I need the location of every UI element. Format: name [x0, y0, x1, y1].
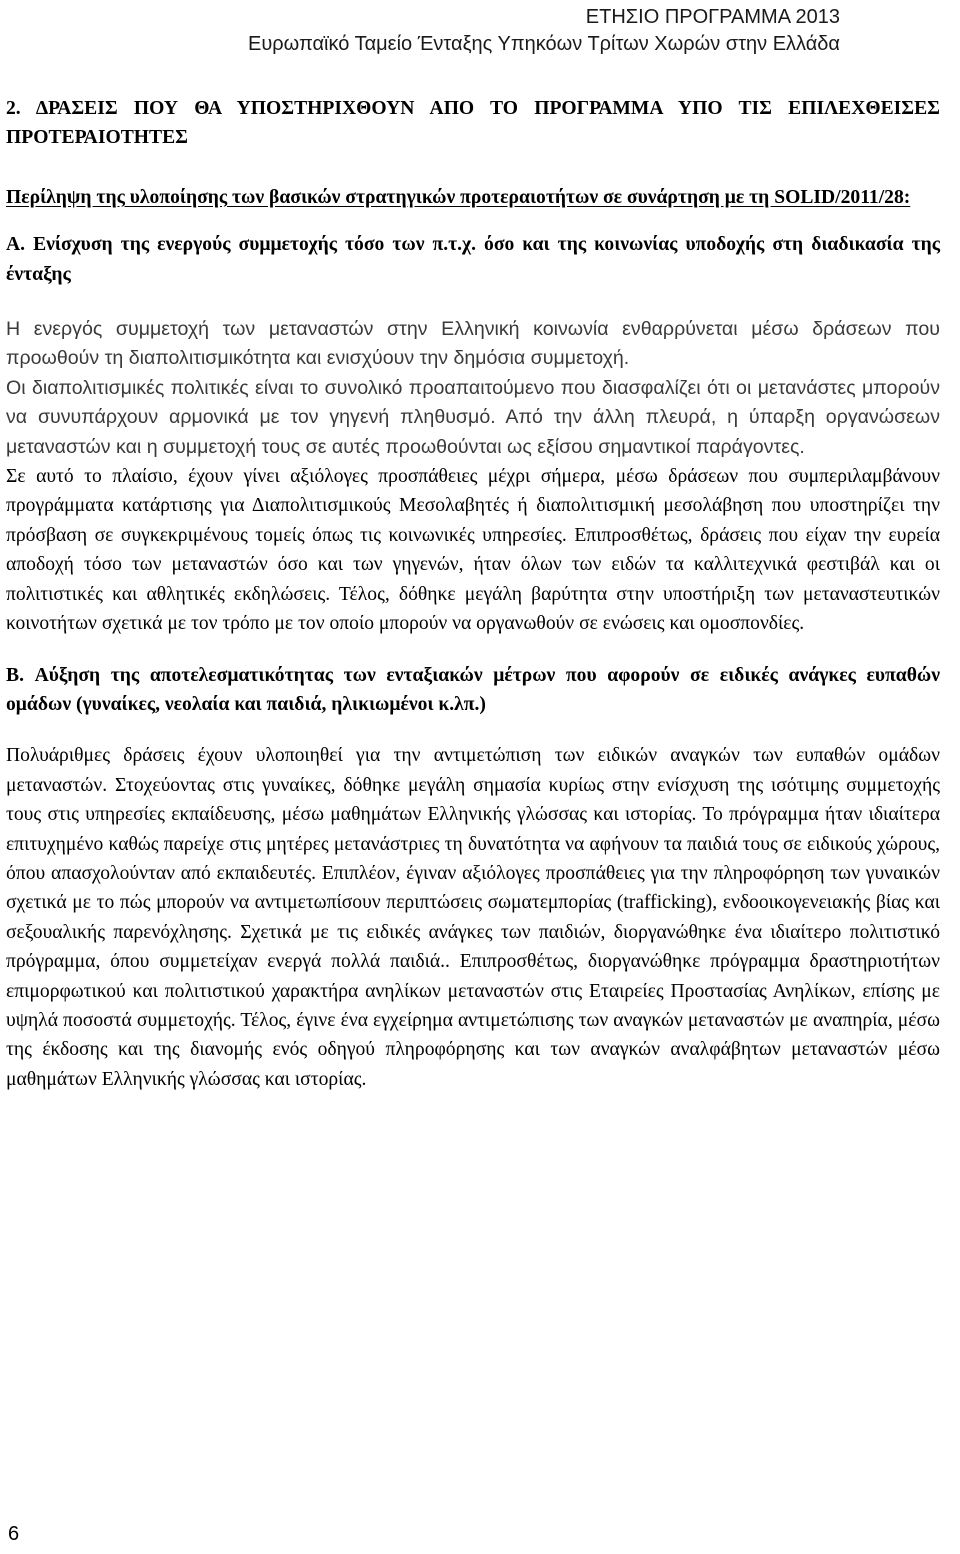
part-a-heading: A. Ενίσχυση της ενεργούς συμμετοχής τόσο των π.τ.χ. όσο και της κοινωνίας υποδοχής στη διαδικασία της ένταξης [6, 234, 940, 285]
part-a-paragraph-3: Σε αυτό το πλαίσιο, έχουν γίνει αξιόλογες προσπάθειες μέχρι σήμερα, μέσω δράσεων που συμπεριλαμβάνουν προγράμματα κατάρτισης για Διαπολιτισμικούς Μεσολαβητές ή διαπολιτισμική μεσολάβηση που υποστηρίζει την πρόσβαση σε συγκεκριμένους τομείς όπως τις κοινωνικές υπηρεσίες. Επιπροσθέτως, δράσεις που είχαν την ευρεία αποδοχή τόσο των μεταναστών όσο και των γηγενών, ήταν όλων των ειδών τα καλλιτεχνικά φεστιβάλ και οι πολιτιστικές και αθλητικές εκδηλώσεις. Τέλος, δόθηκε μεγάλη βαρύτητα στην υποστήριξη των μεταναστευτικών κοινοτήτων σχετικά με τον τρόπο με τον οποίο μπορούν να οργανωθούν σε ενώσεις και ομοσπονδίες. [6, 466, 940, 635]
section-title: 2. ΔΡΑΣΕΙΣ ΠΟΥ ΘΑ ΥΠΟΣΤΗΡΙΧΘΟΥΝ ΑΠΟ ΤΟ ΠΡΟΓΡΑΜΜΑ ΥΠΟ ΤΙΣ ΕΠΙΛΕΧΘΕΙΣΕΣ ΠΡΟΤΕΡΑΙΟΤΗΤΕΣ [6, 98, 940, 149]
page-number: 6 [8, 1523, 20, 1545]
header-fund-title: Ευρωπαϊκό Ταμείο Ένταξης Υπηκόων Τρίτων Χωρών στην Ελλάδα [247, 33, 840, 55]
part-a-paragraph-2: Οι διαπολιτισμικές πολιτικές είναι το συνολικό προαπαιτούμενο που διασφαλίζει ότι οι μετανάστες μπορούν να συνυπάρχουν αρμονικά με τον γηγενή πληθυσμό. Από την άλλη πλευρά, η ύπαρξη οργανώσεων μεταναστών και η συμμετοχή τους σε αυτές προωθούνται ως εξίσου σημαντικοί παράγοντες. [6, 376, 940, 458]
header-program-title: ΕΤΗΣΙΟ ΠΡΟΓΡΑΜΜΑ 2013 [585, 6, 840, 28]
part-a-paragraph-1: Η ενεργός συμμετοχή των μεταναστών στην Ελληνική κοινωνία ενθαρρύνεται μέσω δράσεων που προωθούν τη διαπολιτισμικότητα και ενισχύουν την δημόσια συμμετοχή. [6, 318, 940, 370]
section-subtitle: Περίληψη της υλοποίησης των βασικών στρατηγικών προτεραιοτήτων σε συνάρτηση με τη SOLID/2011/28: [6, 186, 911, 208]
document-body [6, 94, 940, 1094]
part-b-heading: B. Αύξηση της αποτελεσματικότητας των ενταξιακών μέτρων που αφορούν σε ειδικές ανάγκες ευπαθών ομάδων (γυναίκες, νεολαία και παιδιά, ηλικιωμένοι κ.λπ.) [6, 664, 940, 715]
part-b-paragraph-1: Πολυάριθμες δράσεις έχουν υλοποιηθεί για την αντιμετώπιση των ειδικών αναγκών των ευπαθών ομάδων μεταναστών. Στοχεύοντας στις γυναίκες, δόθηκε μεγάλη σημασία κυρίως στην ενίσχυση της ισότιμης συμμετοχής τους στις υπηρεσίες εκπαίδευσης, μέσω μαθημάτων Ελληνικής γλώσσας και ιστορίας. Το πρόγραμμα ήταν ιδιαίτερα επιτυχημένο καθώς παρείχε στις μητέρες μετανάστριες τη δυνατότητα να αφήνουν τα παιδιά τους σε ειδικούς χώρους, όπου απασχολούνταν από εκπαιδευτές. Επιπλέον, έγιναν αξιόλογες προσπάθειες για την πληροφόρηση των γυναικών σχετικά με το πώς μπορούν να αντιμετωπίσουν περιπτώσεις σωματεμπορίας (trafficking), ενδοοικογενειακής βίας και σεξουαλικής παρενόχλησης. Σχετικά με τις ειδικές ανάγκες των παιδιών, διοργανώθηκε ένα ιδιαίτερο πολιτιστικό πρόγραμμα, όπου συμμετείχαν ενεργά πολλά παιδιά.. Επιπροσθέτως, διοργανώθηκε πρόγραμμα δραστηριοτήτων επιμορφωτικού και πολιτιστικού χαρακτήρα ανηλίκων μεταναστών στις Εταιρείες Προστασίας Ανηλίκων, επίσης με υψηλά ποσοστά συμμετοχής. Τέλος, έγινε ένα εγχείρημα αντιμετώπισης των αναγκών μεταναστών με αναπηρία, μέσω της έκδοσης και της διανομής ενός οδηγού πληροφόρησης και των αναγκών αναλφάβητων μεταναστών μέσω μαθημάτων Ελληνικής γλώσσας και ιστορίας. [6, 745, 940, 1090]
page-header [248, 4, 840, 58]
